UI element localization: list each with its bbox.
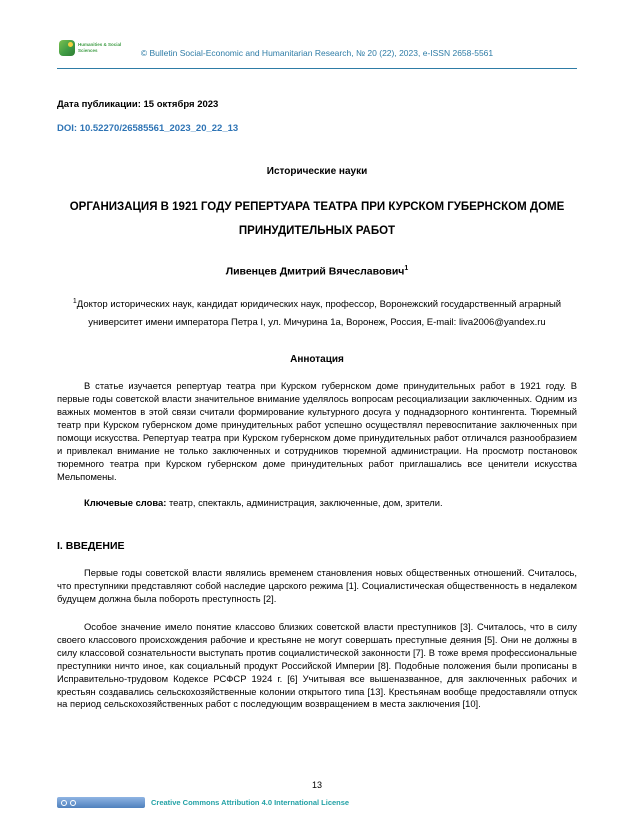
journal-title-line: © Bulletin Social-Economic and Humanitarian Research, № 20 (22), 2023, e-ISSN 2658-5561 [140,48,494,58]
abstract-heading: Аннотация [290,354,344,366]
journal-logo-text [78,42,121,54]
publication-date: Дата публикации: 15 октября 2023 [57,99,219,110]
introduction-paragraph-2: Особое значение имело понятие классово близких советской власти преступников [3]. Считалось, что в силу своего классового происхождения рабочие и крестьяне не могут совершать преступные деяния [5]. Они не должны в силу классовой сознательности выступать против социалистической законности [7]. В тоже время профессиональные преступники ничто иное, как социальный продукт Российской Империи [8]. Подобные положения были прописаны в Исправительно-трудовом Кодексе РСФСР 1924 г. [6] Учитывая все вышеназванное, для заключенных рабочих и крестьян создавались сельскохозяйственные колонии открытого типа [13]. Крестьянам вообще предоставляли отпуск на период сельскохозяйственных работ с последующим возвращением в места заключения [10]. [57,620,577,710]
introduction-paragraph-1: Первые годы советской власти являлись временем становления новых общественных отношений. Считалось, что преступники представляют собой наследие царского режима [1]. Социалистическая общественность в недалеком будущем должна была побороть преступность [2]. [57,566,577,604]
page-number: 13 [311,780,322,790]
license-link[interactable]: Creative Commons Attribution 4.0 International License [151,798,350,807]
author-superscript: 1 [404,265,409,273]
journal-logo-line1: Humanities & Social [78,42,122,48]
affiliation-superscript: 1 [72,297,77,305]
cc-icon [61,800,67,806]
keywords-line [57,497,577,510]
author-line [57,265,577,278]
author-name: Ливенцев Дмитрий Вячеславович [225,265,405,278]
keywords-text: театр, спектакль, администрация, заключенные, дом, зрители. [168,496,443,508]
journal-logo [59,40,121,56]
cc-license-badge-icon[interactable] [57,797,145,808]
affiliation [57,295,577,332]
introduction-heading: I. ВВЕДЕНИЕ [57,539,125,552]
abstract-text: В статье изучается репертуар театра при Курском губернском доме принудительных работ в 1921 году. В первые годы советской власти значительное внимание уделялось вопросам ресоциализации заключенных. Одним из важных моментов в этой связи считали формирование культурного досуга у поднадзорного контингента. Тюремный театр при Курском губернском доме принудительных работ успешно осуществлял перевоспитание заключенных при помощи искусства. Репертуар театра при Курском губернском доме принудительных работ отличался разнообразием и привлекал внимание не только заключенных и сотрудников тюремной администрации. На просмотр постановок тюремного театра при Курском губернском доме принудительных работ приглашались все ценители искусства Мельпомены. [57,380,577,482]
affiliation-text: Доктор исторических наук, кандидат юридических наук, профессор, Воронежский государственный аграрный университет имени императора Петра I, ул. Мичурина 1а, Воронеж, Россия, E-mail: liva2006@yandex.ru [76,298,562,328]
journal-logo-icon [59,40,75,56]
page-content [0,40,634,711]
journal-logo-line2: Sciences [78,48,98,53]
section-label: Исторические науки [266,166,368,177]
article-title: ОРГАНИЗАЦИЯ В 1921 ГОДУ РЕПЕРТУАРА ТЕАТРА ПРИ КУРСКОМ ГУБЕРНСКОМ ДОМЕ ПРИНУДИТЕЛЬНЫХ РАБОТ [69,201,565,238]
doi-link[interactable]: DOI: 10.52270/26585561_2023_20_22_13 [57,123,239,134]
journal-header [57,40,577,69]
license-row [57,797,349,808]
keywords-label: Ключевые слова: [84,496,167,508]
cc-by-icon [70,800,76,806]
